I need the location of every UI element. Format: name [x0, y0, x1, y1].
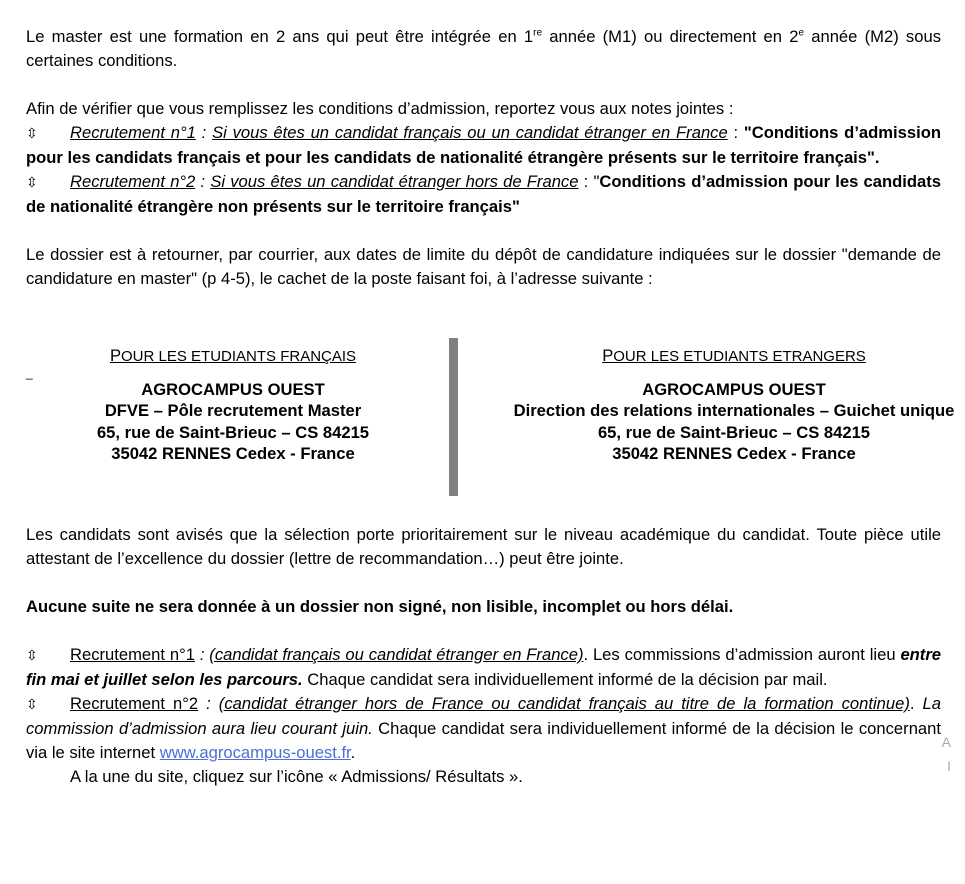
- commission-2-when: La commission d’admission aura lieu courant juin.: [26, 694, 941, 738]
- recruitment-1-note: "Conditions d’admission pour les candidats français et pour les candidats de nationalité étrangère présents sur le territoire français".: [26, 123, 941, 167]
- recruitment-1-paragraph: [26, 121, 941, 170]
- edge-mark-a: A: [941, 734, 951, 750]
- separator: :: [194, 645, 210, 664]
- address-foreign-heading: [509, 345, 959, 368]
- address-french-heading: [78, 345, 388, 368]
- vertical-divider: [449, 338, 458, 496]
- heading-rest: OUR LES ETUDIANTS ETRANGERS: [613, 348, 866, 365]
- commission-1-paragraph: [26, 643, 941, 692]
- address-line: Direction des relations internationales – Guichet unique: [513, 401, 955, 420]
- address-line: 65, rue de Saint-Brieuc – CS 84215: [597, 422, 871, 442]
- recruitment-2-paragraph: [26, 170, 941, 219]
- address-french-students: [78, 345, 388, 465]
- separator: : ": [578, 172, 600, 191]
- stray-mark: _: [26, 366, 33, 380]
- intro-text-3: année (M2) sous certaines conditions.: [26, 27, 941, 70]
- heading-cap: P: [109, 346, 122, 365]
- intro-paragraph: [26, 25, 941, 73]
- agrocampus-website-link[interactable]: www.agrocampus-ouest.fr: [159, 743, 351, 762]
- recruitment-1-label: Recrutement n°1: [70, 123, 196, 142]
- heading-cap: P: [602, 346, 614, 365]
- recruitment-2-label: Recrutement n°2: [70, 172, 196, 191]
- document-page: [26, 25, 955, 789]
- commission-1-when: entre fin mai et juillet selon les parcours.: [26, 645, 942, 689]
- commission-1-mid: . Les commissions d’admission auront lieu: [583, 645, 901, 664]
- commission-2-paragraph: [26, 692, 941, 765]
- recruitment-1-who: Si vous êtes un candidat français ou un candidat étranger en France: [212, 123, 728, 142]
- edge-mark-b: I: [947, 758, 951, 774]
- arrow-icon: ⇳: [26, 697, 38, 713]
- recruitment-2-note: Conditions d’admission pour les candidats de nationalité étrangère non présents sur le territoire français": [26, 172, 941, 216]
- site-instruction: A la une du site, cliquez sur l’icône « Admissions/ Résultats ».: [70, 767, 523, 786]
- separator: :: [195, 123, 213, 142]
- address-line: AGROCAMPUS OUEST: [642, 379, 826, 399]
- arrow-icon: ⇳: [26, 175, 38, 191]
- verify-paragraph: Afin de vérifier que vous remplissez les conditions d’admission, reportez vous aux notes jointes :: [26, 99, 734, 118]
- selection-paragraph: Les candidats sont avisés que la sélection porte prioritairement sur le niveau académique du candidat. Toute pièce utile attestant de l’excellence du dossier (lettre de recommandation…) peut être jointe.: [26, 525, 941, 568]
- ordinal-sup-2: e: [798, 27, 805, 39]
- commission-1-label: Recrutement n°1: [70, 645, 195, 664]
- arrow-icon: ⇳: [26, 648, 38, 664]
- address-foreign-students: [509, 345, 959, 465]
- address-line: 35042 RENNES Cedex - France: [612, 444, 856, 463]
- warning-paragraph: Aucune suite ne sera donnée à un dossier non signé, non lisible, incomplet ou hors délai.: [26, 597, 734, 616]
- dossier-paragraph: Le dossier est à retourner, par courrier, aux dates de limite du dépôt de candidature indiquées sur le dossier "demande de candidature en master" (p 4-5), le cachet de la poste faisant foi, à l’adresse suivante :: [26, 245, 941, 288]
- recruitment-2-who: Si vous êtes un candidat étranger hors de France: [210, 172, 579, 191]
- commission-1-end: Chaque candidat sera individuellement informé de la décision par mail.: [302, 670, 828, 689]
- commission-2-who: (candidat étranger hors de France ou candidat français au titre de la formation continue): [218, 694, 910, 713]
- address-block: [26, 291, 955, 523]
- commission-2-dot: .: [350, 743, 356, 762]
- commission-2-label: Recrutement n°2: [70, 694, 199, 713]
- separator: :: [727, 123, 744, 142]
- address-line: AGROCAMPUS OUEST: [141, 379, 325, 399]
- heading-rest: OUR LES ETUDIANTS FRANÇAIS: [121, 348, 357, 365]
- intro-text-1: Le master est une formation en 2 ans qui peut être intégrée en 1: [26, 27, 534, 46]
- separator: :: [195, 172, 211, 191]
- separator: :: [198, 694, 219, 713]
- address-line: 65, rue de Saint-Brieuc – CS 84215: [96, 422, 370, 442]
- commission-1-who: (candidat français ou candidat étranger en France): [209, 645, 584, 664]
- address-line: DFVE – Pôle recrutement Master: [104, 401, 362, 420]
- ordinal-sup-1: re: [533, 27, 543, 39]
- address-line: 35042 RENNES Cedex - France: [111, 444, 355, 463]
- intro-text-2: année (M1) ou directement en 2: [542, 27, 799, 46]
- arrow-icon: ⇳: [26, 126, 38, 142]
- commission-2-end: Chaque candidat sera individuellement informé de la décision le concernant via le site internet: [26, 719, 941, 762]
- commission-2-mid: .: [909, 694, 923, 713]
